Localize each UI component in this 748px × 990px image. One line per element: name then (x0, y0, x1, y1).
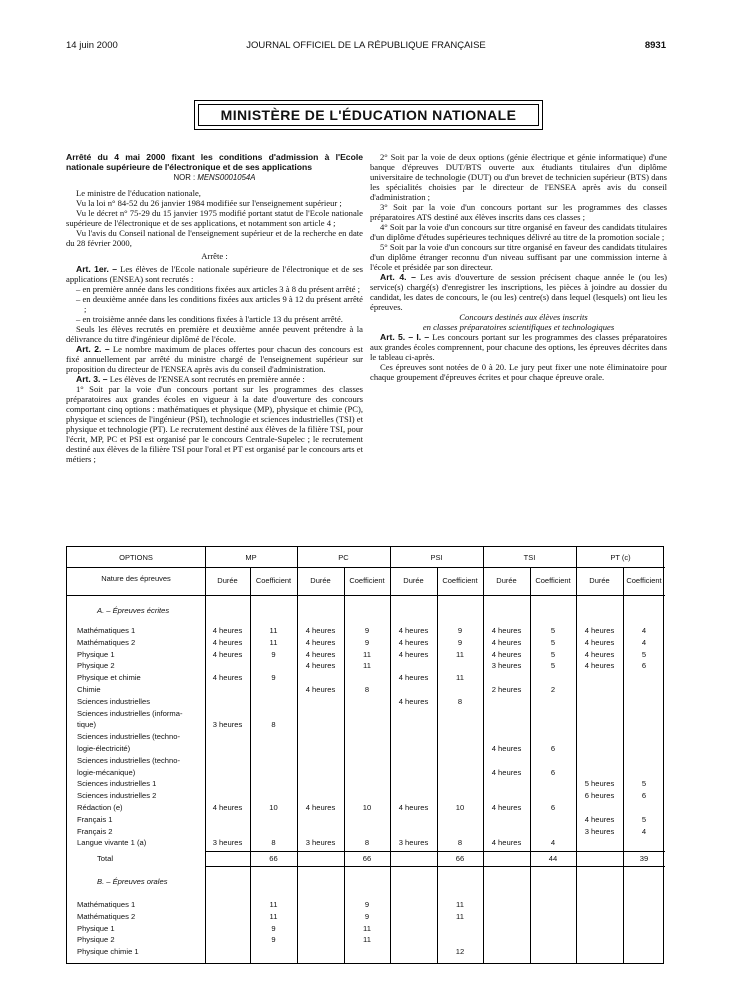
table-cell: 4 heures (305, 649, 336, 659)
table-row (67, 625, 665, 637)
table-cell: 4 heures (305, 637, 336, 647)
table-cell: 4 heures (584, 649, 615, 659)
option-header: TSI (523, 553, 536, 562)
table-header-divider (67, 567, 665, 568)
article-1-list (66, 284, 363, 324)
options-header: OPTIONS (119, 553, 153, 562)
row-label: Rédaction (e) (77, 803, 123, 812)
intro-line: Vu l'avis du Conseil national de l'enseignement supérieur et de la recherche en date du 28 février 2000, (66, 228, 363, 248)
nor-label: NOR : (173, 173, 198, 182)
article-4 (370, 272, 667, 312)
list-item: – en troisième année dans les conditions fixées à l'article 13 du présent arrêté. (76, 314, 343, 324)
table-cell: 5 (550, 649, 556, 659)
table-cell: 5 (641, 779, 647, 789)
row-label: Langue vivante 1 (a) (77, 838, 147, 848)
table-cell: 4 heures (305, 685, 336, 694)
article-4-label: Art. 4. – (380, 272, 416, 282)
coefficient-header: Coefficient (442, 576, 478, 585)
table-cell: 4 heures (305, 661, 336, 671)
row-label: Physique 1 (77, 923, 115, 933)
arrete-title: Arrêté du 4 mai 2000 fixant les conditions d'admission à l'Ecole nationale supérieure de l'électronique et de ses applications (66, 152, 363, 172)
table-cell: 6 heures (584, 791, 615, 801)
table-row (67, 696, 665, 708)
table-cell: 4 heures (584, 661, 615, 671)
table-cell: 6 (641, 791, 647, 801)
table-cell: 4 heures (212, 637, 243, 647)
list-item: – en deuxième année dans les conditions fixées aux articles 9 à 12 du présent arrêté ; (76, 294, 363, 314)
option-header: PSI (430, 553, 443, 562)
total-divider (205, 866, 665, 867)
table-cell: 6 (550, 803, 556, 812)
nature-header: Nature des épreuves (101, 574, 171, 583)
table-cell: 4 heures (398, 673, 429, 683)
table-row (67, 684, 665, 696)
table-cell: 6 (550, 767, 556, 777)
row-label: Mathématiques 1 (77, 900, 136, 909)
table-cell: 4 heures (491, 803, 522, 812)
table-cell: 5 heures (584, 779, 615, 789)
article-5-label: Art. 5. – I. – (380, 332, 430, 342)
total-label: Total (97, 854, 114, 864)
table-cell: 11 (363, 935, 371, 945)
nor-code: MENS0001054A (197, 173, 256, 182)
article-4-text: Les avis d'ouverture de session précisent chaque année le (ou les) service(s) chargé(s) d'enregistrer les inscriptions, les pièces à joindre au dossier du candidat, les dates de concours, le (ou les) centre(s) dans lequel (lesquels) ont lieu les épreuves. (370, 272, 668, 312)
table-cell: 4 heures (491, 637, 522, 647)
nor-reference (66, 173, 363, 183)
table-cell: 10 (455, 803, 465, 812)
left-column (66, 152, 363, 464)
total-cell: 66 (455, 854, 465, 864)
option-header: MP (245, 553, 257, 562)
section-title-line-1: Concours destinés aux élèves inscrits (459, 312, 588, 322)
article-3-label: Art. 3. – (76, 374, 108, 384)
table-cell: 4 heures (491, 649, 522, 659)
duree-header: Durée (217, 576, 238, 585)
row-label: Physique 2 (77, 661, 115, 671)
table-cell: 4 heures (305, 626, 336, 635)
option-header: PT (c) (610, 553, 631, 562)
section-a-label: A. – Épreuves écrites (97, 606, 170, 615)
row-label: Sciences industrielles 2 (77, 791, 157, 801)
article-3 (66, 374, 363, 384)
table-cell: 3 heures (584, 826, 615, 836)
table-row (67, 934, 665, 946)
table-cell: 4 heures (491, 744, 522, 753)
row-label: Sciences industrielles (techno- (77, 755, 180, 765)
table-cell: 4 (641, 826, 647, 836)
duree-header: Durée (310, 576, 331, 585)
row-label: logie-électricité) (77, 744, 131, 753)
table-cell: 4 heures (398, 626, 429, 635)
table-cell: 4 heures (398, 649, 429, 659)
article-2-label: Art. 2. – (76, 344, 110, 354)
article-1-end: Seuls les élèves recrutés en première et deuxième année peuvent prétendre à la délivrance du titre d'ingénieur diplômé de l'école. (66, 324, 363, 344)
table-cell: 6 (641, 661, 647, 671)
total-divider (205, 851, 665, 852)
table-cell: 11 (456, 649, 464, 659)
table-cell: 4 (550, 838, 556, 848)
option-header: PC (338, 553, 349, 562)
table-cell: 9 (457, 637, 463, 647)
table-cell: 9 (364, 626, 370, 635)
list-item: – en première année dans les conditions fixées aux articles 3 à 8 du présent arrêté ; (76, 284, 360, 294)
table-row (67, 731, 665, 743)
table-cell: 3 heures (212, 838, 243, 848)
table-cell: 11 (269, 900, 278, 909)
ministry-banner (194, 100, 543, 130)
article-5 (370, 332, 667, 362)
table-cell: 10 (269, 803, 278, 812)
table-cell: 4 heures (491, 767, 522, 777)
table-cell: 5 (550, 626, 556, 635)
table-cell: 3 heures (305, 838, 336, 848)
table-cell: 4 heures (212, 626, 243, 635)
coefficient-header: Coefficient (349, 576, 385, 585)
article-1 (66, 264, 363, 284)
table-cell: 5 (641, 814, 647, 824)
ministry-title: MINISTÈRE DE L'ÉDUCATION NATIONALE (198, 104, 539, 126)
table-cell: 6 (550, 744, 556, 753)
article-2 (66, 344, 363, 374)
table-row (67, 719, 665, 731)
table-cell: 11 (269, 626, 278, 635)
table-row (67, 672, 665, 684)
table-cell: 3 heures (398, 838, 429, 848)
table-cell: 4 heures (491, 626, 522, 635)
row-label: Sciences industrielles (77, 696, 151, 706)
coefficient-header: Coefficient (535, 576, 571, 585)
table-cell: 11 (363, 649, 371, 659)
table-cell: 8 (457, 696, 463, 706)
table-cell: 4 heures (491, 838, 522, 848)
table-cell: 4 (641, 626, 647, 635)
row-label: Physique chimie 1 (77, 947, 139, 957)
table-cell: 4 heures (212, 673, 243, 683)
table-row (67, 767, 665, 779)
table-cell: 10 (362, 803, 372, 812)
total-cell: 66 (362, 854, 372, 864)
table-cell: 11 (456, 911, 464, 921)
table-cell: 8 (364, 838, 370, 848)
table-cell: 8 (364, 685, 370, 694)
row-label: Français 2 (77, 826, 113, 836)
table-row (67, 802, 665, 814)
article-2-text: Le nombre maximum de places offertes pour chacun des concours est fixé annuellement par arrêté du ministre chargé de l'enseignement supérieur sur proposition du directeur de l'ENSEA après avis du conseil d'administration. (66, 344, 363, 374)
table-cell: 11 (269, 637, 278, 647)
article-5-para-2: Ces épreuves sont notées de 0 à 20. Le jury peut fixer une note éliminatoire pour chaque groupement d'épreuves écrites et pour chaque épreuve orale. (370, 362, 667, 382)
row-label: Physique et chimie (77, 673, 141, 683)
table-cell: 9 (457, 626, 463, 635)
table-row (67, 946, 665, 958)
arrete-word: Arrête : (201, 251, 228, 261)
table-cell: 4 heures (398, 637, 429, 647)
table-cell: 2 heures (491, 685, 522, 694)
table-row (67, 755, 665, 767)
row-label: Mathématiques 2 (77, 911, 136, 921)
row-label: Mathématiques 2 (77, 637, 136, 647)
total-cell: 39 (639, 854, 649, 864)
row-label: Français 1 (77, 814, 113, 824)
table-cell: 3 heures (491, 661, 522, 671)
table-cell: 9 (271, 935, 276, 945)
table-header-divider (67, 595, 665, 596)
article-1-text: Les élèves de l'Ecole nationale supérieure de l'électronique et de ses applications (ENSEA) sont recrutés : (66, 264, 363, 284)
table-cell: 4 heures (212, 649, 243, 659)
row-label: Mathématiques 1 (77, 626, 136, 635)
table-cell: 4 (641, 637, 647, 647)
section-title (370, 312, 667, 332)
table-row (67, 708, 665, 720)
exam-table (66, 546, 664, 964)
page-header (66, 40, 666, 54)
total-cell: 66 (269, 854, 278, 864)
right-column (370, 152, 667, 382)
header-journal: JOURNAL OFFICIEL DE LA RÉPUBLIQUE FRANÇAISE (246, 40, 486, 51)
duree-header: Durée (403, 576, 424, 585)
table-cell: 5 (550, 637, 556, 647)
table-cell: 8 (457, 838, 463, 848)
table-cell: 4 heures (584, 814, 615, 824)
row-label: tique) (77, 720, 96, 730)
article-1-label: Art. 1er. – (76, 264, 118, 274)
section-b-label: B. – Épreuves orales (97, 877, 168, 886)
table-cell: 5 (641, 649, 647, 659)
table-cell: 11 (456, 673, 464, 683)
table-row (67, 837, 665, 849)
article-3-para-4: 4° Soit par la voie d'un concours sur titre organisé en faveur des candidats titulaires d'un diplôme d'études supérieures techniques délivré au titre de la promotion sociale ; (370, 222, 667, 242)
table-row (67, 660, 665, 672)
article-3-para-2: 2° Soit par la voie de deux options (génie électrique et génie informatique) d'une banque d'épreuves DUT/BTS ouverte aux étudiants titulaires d'un diplôme universitaire de technologie (DUT) ou d'un brevet de technicien supérieur (BTS) dans les spécialités choisies par le directeur de l'ENSEA après avis du conseil d'administration ; (370, 152, 667, 202)
article-3-para-1: 1° Soit par la voie d'un concours portant sur les programmes des classes préparatoires aux grandes écoles en vigueur à la date d'ouverture des concours comportant cinq options : mathématiques et physique (MP), physique et chimie (PC), physique et sciences de l'ingénieur (PSI), technologie et sciences industrielles (TSI) et physique et technologie (PT). Le recrutement destiné aux élèves de la filière TSI, pour l'écrit, MP, PC et PSI est organisé par le concours Centrale-Supelec ; le recrutement destiné aux élèves de la filière TSI pour l'oral et PT est organisé par le concours arts et métiers ; (66, 384, 363, 464)
table-cell: 9 (364, 911, 370, 921)
table-row (67, 790, 665, 802)
table-cell: 4 heures (398, 803, 429, 812)
table-row (67, 923, 665, 935)
table-cell: 9 (271, 923, 276, 933)
table-cell: 9 (364, 637, 370, 647)
table-cell: 4 heures (398, 696, 429, 706)
table-cell: 11 (363, 923, 371, 933)
table-row (67, 637, 665, 649)
table-cell: 11 (456, 900, 464, 909)
duree-header: Durée (589, 576, 610, 585)
intro-line: Le ministre de l'éducation nationale, (76, 188, 201, 198)
table-cell: 4 heures (305, 803, 336, 812)
row-label: logie-mécanique) (77, 767, 136, 777)
table-cell: 8 (271, 720, 276, 730)
coefficient-header: Coefficient (255, 576, 292, 585)
article-3-para-3: 3° Soit par la voie d'un concours portant sur les programmes des classes préparatoires ATS destiné aux élèves inscrits dans ces classes ; (370, 202, 667, 222)
header-page-number: 8931 (644, 40, 666, 51)
table-cell: 4 heures (212, 803, 243, 812)
table-cell: 9 (271, 649, 276, 659)
table-row (67, 649, 665, 661)
row-label: Physique 1 (77, 649, 115, 659)
table-cell: 4 heures (584, 637, 615, 647)
table-row (67, 899, 665, 911)
duree-header: Durée (496, 576, 517, 585)
intro-line: Vu la loi n° 84-52 du 26 janvier 1984 modifiée sur l'enseignement supérieur ; (76, 198, 342, 208)
total-cell: 44 (548, 854, 558, 864)
table-cell: 11 (269, 911, 278, 921)
table-cell: 2 (550, 685, 556, 694)
article-3-text: Les élèves de l'ENSEA sont recrutés en première année : (109, 374, 305, 384)
table-row (67, 743, 665, 755)
table-cell: 12 (455, 947, 465, 957)
article-3-para-5: 5° Soit par la voie d'un concours sur titre organisé en faveur des candidats titulaires d'un diplôme étranger reconnu d'un niveau suffisant par une commission interne à l'école et présidée par son directeur. (370, 242, 667, 272)
table-row (67, 814, 665, 826)
section-title-line-2: en classes préparatoires scientifiques et technologiques (422, 322, 615, 332)
table-cell: 9 (271, 673, 276, 683)
table-row (67, 911, 665, 923)
table-cell: 8 (271, 838, 276, 848)
table-cell: 4 heures (584, 626, 615, 635)
row-label: Sciences industrielles (informa- (77, 708, 183, 718)
row-label: Physique 2 (77, 935, 115, 945)
row-label: Sciences industrielles (techno- (77, 732, 180, 742)
header-date: 14 juin 2000 (66, 40, 118, 51)
table-row (67, 778, 665, 790)
table-cell: 11 (363, 661, 371, 671)
intro-line: Vu le décret n° 75-29 du 15 janvier 1975 modifié portant statut de l'Ecole nationale supérieure de l'électronique et de ses applications, et notamment son article 4 ; (66, 208, 363, 228)
table-cell: 5 (550, 661, 556, 671)
table-cell: 9 (364, 900, 370, 909)
row-label: Chimie (77, 685, 101, 694)
total-row (67, 853, 665, 865)
table-cell: 3 heures (212, 720, 243, 730)
table-row (67, 826, 665, 838)
article-5-text: Les concours portant sur les programmes des classes préparatoires aux grandes écoles comprennent, pour chacune des options, les épreuves décrites dans le tableau ci-après. (370, 332, 667, 362)
row-label: Sciences industrielles 1 (77, 779, 157, 789)
coefficient-header: Coefficient (626, 576, 662, 585)
